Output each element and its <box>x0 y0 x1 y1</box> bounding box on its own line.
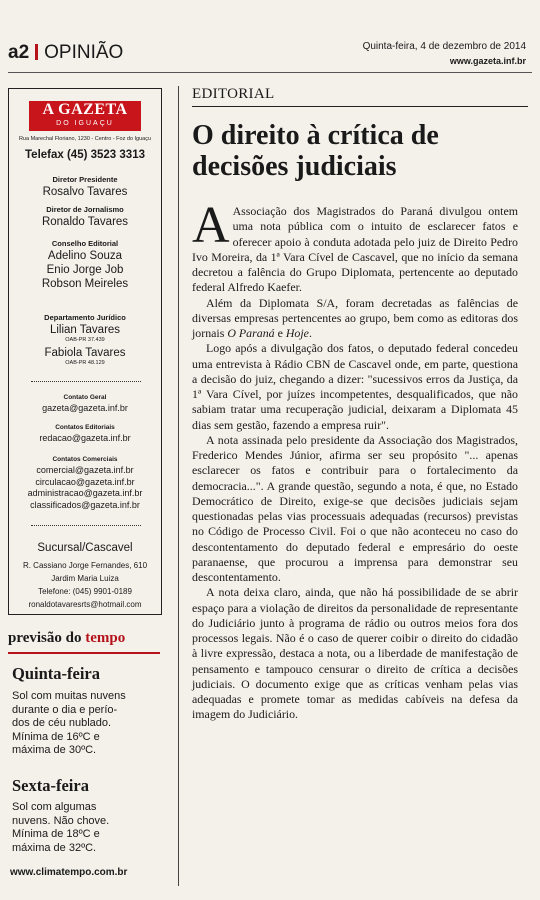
branch-neighborhood: Jardim Maria Luiza <box>51 574 119 583</box>
forecast-line: Mínima de 16ºC e <box>12 730 100 743</box>
dotted-divider <box>31 525 141 526</box>
drop-cap: A <box>192 197 230 254</box>
paragraph-4 <box>192 433 518 586</box>
newspaper-name: O Paraná <box>227 326 275 340</box>
forecast-line: durante o dia e perío- <box>12 703 118 716</box>
weather-title <box>8 630 160 647</box>
oab-number: OAB-PR 48.129 <box>65 360 105 366</box>
contact-editorial <box>9 423 161 445</box>
website-link[interactable]: www.gazeta.inf.br <box>449 56 526 66</box>
forecast-line: dos de céu nublado. <box>12 717 112 729</box>
staff-name: Robson Meireles <box>41 278 129 290</box>
staff-editorial-board <box>9 239 161 291</box>
branch-title: Sucursal/Cascavel <box>37 542 133 554</box>
staff-president <box>9 175 161 199</box>
weather-source-link[interactable]: www.climatempo.com.br <box>10 867 128 878</box>
forecast-line: máxima de 32ºC. <box>12 841 97 854</box>
paragraph-3 <box>192 341 518 433</box>
connector-text: e <box>277 326 283 340</box>
editorial-rule <box>192 106 528 107</box>
address: Rua Marechal Floriano, 1230 - Centro - Foz do Iguaçu <box>18 136 152 142</box>
weather-forecast-friday <box>12 801 152 855</box>
staff-role: Diretor Presidente <box>52 175 118 184</box>
contact-label: Contatos Comerciais <box>52 456 118 463</box>
weather-rule <box>8 652 160 654</box>
oab-number: OAB-PR 37.439 <box>65 337 105 343</box>
staff-journalism <box>9 205 161 229</box>
page-section-label <box>8 42 123 64</box>
newspaper-logo <box>29 101 141 131</box>
staff-name: Ronaldo Tavares <box>41 216 129 228</box>
page-number: a2 <box>8 42 30 63</box>
header-rule <box>8 72 532 73</box>
staff-role: Diretor de Jornalismo <box>46 205 124 214</box>
staff-role: Departamento Jurídico <box>44 313 126 322</box>
legal-department <box>9 313 161 367</box>
contact-label: Contatos Editoriais <box>55 424 115 431</box>
branch-address: R. Cassiano Jorge Fernandes, 610 <box>22 561 148 570</box>
header-meta <box>363 40 526 68</box>
email-link[interactable]: administracao@gazeta.inf.br <box>27 488 143 498</box>
paragraph-text: Associação dos Magistrados do Paraná divulgou ontem uma nota pública com o intuito de esclarecer fatos e oferecer apoio à conduta adotada pelo juiz de Direito Pedro Ivo Moreira, da 1ª Vara Cível de Cascavel, que no início da semana decretou a falência do Grupo Diplomata, pertencente ao deputado federal Alfredo Kaefer. <box>192 204 518 295</box>
section-name: OPINIÃO <box>44 42 124 63</box>
staff-name: Enio Jorge Job <box>46 264 124 276</box>
branch-phone: Telefone: (045) 9901-0189 <box>38 587 132 596</box>
paragraph-5 <box>192 585 518 722</box>
weather-title-part2: tempo <box>85 630 126 646</box>
staff-name: Adelino Souza <box>47 250 123 262</box>
page-header <box>8 38 532 72</box>
paragraph-1 <box>192 197 518 296</box>
weather-day-friday: Sexta-feira <box>12 776 89 795</box>
paragraph-2: Além da Diplomata S/A, foram decretadas as falências de diversas empresas pertencentes ao grupo, bem como as editoras dos jornais O Paraná e Hoje. <box>192 295 518 340</box>
newspaper-name: Hoje <box>285 326 309 340</box>
column-rule <box>178 86 179 886</box>
editorial-label: EDITORIAL <box>192 86 275 102</box>
logo-title: A GAZETA <box>42 101 128 118</box>
contact-commercial <box>9 455 161 511</box>
header-separator <box>35 44 38 60</box>
paragraph-text: A nota deixa claro, ainda, que não há possibilidade de se abrir espaço para a violação de direitos da personalidade de representante do Judiciário junto à programa de rádio ou outros meios fora dos processos legais. Não é o caso de querer coibir o direito do cidadão à livre expressão, destaca a nota, ou a liberdade de manifestação de pensamento e tampouco censurar o direito de crítica a decisões judiciais. O documento exige que as críticas venham pelas vias adequadas e promete tomar as medidas cabíveis na defesa da imagem do Judiciário. <box>192 585 518 722</box>
paragraph-text: Logo após a divulgação dos fatos, o deputado federal concedeu uma entrevista à Rádio CBN de Cascavel onde, em parte, questiona a decisão do juiz, chegando a dizer: "sucessivos erros da Justiça, da 1ª Vara Cível, por juízes incompetentes, desqualificados, que não sabiam tratar uma recuperação judicial, deixaram a Diplomata 45 dias sem gestão, fazendo a empresa ruir". <box>192 341 518 432</box>
branch-office <box>9 541 161 611</box>
masthead-box <box>8 88 162 615</box>
dotted-divider <box>31 381 141 382</box>
editorial-body <box>192 197 518 723</box>
forecast-line: nuvens. Não chove. <box>12 814 110 827</box>
weather-forecast-thursday <box>12 690 152 758</box>
logo-subtitle: DO IGUAÇU <box>56 120 114 127</box>
email-link[interactable]: comercial@gazeta.inf.br <box>36 465 134 475</box>
staff-role: Conselho Editorial <box>51 239 119 248</box>
email-link[interactable]: redacao@gazeta.inf.br <box>39 433 131 443</box>
issue-date: Quinta-feira, 4 de dezembro de 2014 <box>362 41 526 52</box>
phone: Telefax (45) 3523 3313 <box>25 149 145 161</box>
contact-general <box>9 393 161 415</box>
forecast-line: Sol com muitas nuvens <box>12 690 126 702</box>
email-link[interactable]: gazeta@gazeta.inf.br <box>42 403 128 413</box>
staff-name: Lilian Tavares <box>49 324 121 336</box>
branch-email[interactable]: ronaldotavaresrts@hotmail.com <box>28 600 142 609</box>
weather-day-thursday: Quinta-feira <box>12 664 100 683</box>
weather-title-part1: previsão do <box>8 630 82 646</box>
email-link[interactable]: classificados@gazeta.inf.br <box>30 499 140 510</box>
email-link[interactable]: circulacao@gazeta.inf.br <box>35 476 135 487</box>
paragraph-text: A nota assinada pelo presidente da Associação dos Magistrados, Frederico Mendes Júnior, afirma ser seu propósito "... apenas esclarecer os fatos e contribuir para o fortalecimento da democracia...". A grande questão, segundo a nota, é que, no Estado Democrático de Direito, exige-se que decisões judiciais sejam questionadas pelas vias processuais adequadas (recursos) previstas no Código de Processo Civil. Foi o que não aconteceu no caso do descontentamento do deputado federal e empresário do oeste paranaense, que procurou a imprensa para demonstrar seu descontentamento. <box>192 432 518 584</box>
forecast-line: Sol com algumas <box>12 801 97 813</box>
staff-name: Fabiola Tavares <box>44 347 126 359</box>
staff-name: Rosalvo Tavares <box>42 186 128 198</box>
editorial-headline: O direito à crítica de decisões judiciais <box>192 120 439 182</box>
paragraph-text: Além da Diplomata S/A, foram decretadas as falências de diversas empresas pertencentes ao grupo, bem como as editoras dos jornais <box>192 295 518 340</box>
forecast-line: máxima de 30ºC. <box>12 744 97 756</box>
contact-label: Contato Geral <box>63 394 107 401</box>
forecast-line: Mínima de 18ºC e <box>12 828 100 840</box>
